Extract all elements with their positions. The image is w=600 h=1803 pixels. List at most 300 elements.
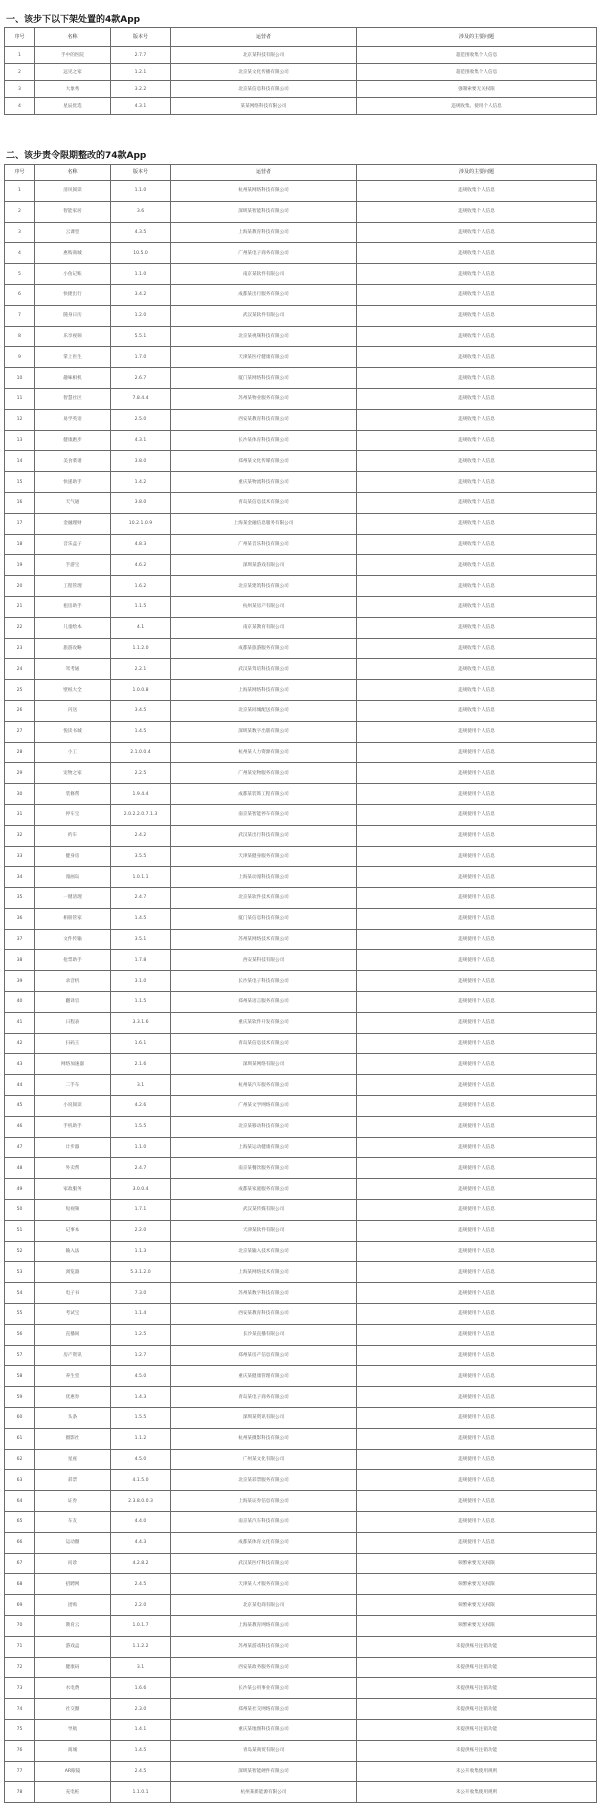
index-cell: 54 (5, 1283, 35, 1304)
operator-cell: 青岛某商贸有限公司 (171, 1740, 357, 1761)
operator-cell: 苏州某数字科技有限公司 (171, 1283, 357, 1304)
version-cell: 1.0.1.1 (111, 867, 171, 888)
index-cell: 9 (5, 347, 35, 368)
name-cell: 导航 (35, 1719, 111, 1740)
table-row (5, 388, 597, 409)
version-cell: 2.4.7 (111, 888, 171, 909)
name-cell: 停车宝 (35, 804, 111, 825)
table-row (5, 908, 597, 929)
name-cell: 惠购商城 (35, 243, 111, 264)
table-row (5, 721, 597, 742)
name-cell: 房产资讯 (35, 1345, 111, 1366)
operator-cell: 上海某运动健康有限公司 (171, 1137, 357, 1158)
operator-cell: 南京某餐饮服务有限公司 (171, 1158, 357, 1179)
issue-cell: 违规使用个人信息 (357, 1449, 597, 1470)
name-cell: 记事本 (35, 1220, 111, 1241)
operator-cell: 成都某体育文化有限公司 (171, 1532, 357, 1553)
index-cell: 59 (5, 1387, 35, 1408)
operator-cell: 北京某输入技术有限公司 (171, 1241, 357, 1262)
issue-cell: 违规收集个人信息 (357, 368, 597, 389)
operator-cell: 天津某人才服务有限公司 (171, 1574, 357, 1595)
table-row (5, 81, 597, 98)
operator-cell: 广州某文学网络有限公司 (171, 1096, 357, 1117)
index-cell: 37 (5, 929, 35, 950)
table-row (5, 1595, 597, 1616)
version-cell: 3.5.5 (111, 846, 171, 867)
table-row (5, 1262, 597, 1283)
table-row (5, 1075, 597, 1096)
name-cell: 彩票 (35, 1470, 111, 1491)
issue-cell: 违规收集个人信息 (357, 451, 597, 472)
version-cell: 1.0.1.7 (111, 1615, 171, 1636)
table-row (5, 1366, 597, 1387)
version-cell: 1.5.5 (111, 1408, 171, 1429)
name-cell: 相册管家 (35, 908, 111, 929)
name-cell: 小工 (35, 742, 111, 763)
issue-cell: 违规使用个人信息 (357, 1220, 597, 1241)
issue-cell: 违规使用个人信息 (357, 763, 597, 784)
index-cell: 39 (5, 971, 35, 992)
issue-cell: 频繁索要无关权限 (357, 1574, 597, 1595)
issue-cell: 违规使用个人信息 (357, 1366, 597, 1387)
version-cell: 3.1 (111, 1075, 171, 1096)
version-cell: 4.4.0 (111, 1512, 171, 1533)
index-cell: 67 (5, 1553, 35, 1574)
issue-cell: 违规使用个人信息 (357, 1512, 597, 1533)
issue-cell: 违规使用个人信息 (357, 1262, 597, 1283)
operator-cell: 深圳某游戏有限公司 (171, 555, 357, 576)
column-header-issue: 涉及的主要问题 (357, 28, 597, 47)
issue-cell: 违规收集个人信息 (357, 181, 597, 202)
issue-cell: 违规使用个人信息 (357, 1116, 597, 1137)
operator-cell: 杭州某汽车服务有限公司 (171, 1075, 357, 1096)
operator-cell: 北京某视频科技有限公司 (171, 326, 357, 347)
version-cell: 3.1 (111, 1657, 171, 1678)
issue-cell: 违规收集个人信息 (357, 264, 597, 285)
name-cell: 宠物之家 (35, 763, 111, 784)
index-cell: 7 (5, 305, 35, 326)
index-cell: 15 (5, 472, 35, 493)
name-cell: 智慧社区 (35, 388, 111, 409)
issue-cell: 未提供账号注销功能 (357, 1678, 597, 1699)
version-cell: 1.1.0 (111, 264, 171, 285)
issue-cell: 违规收集个人信息 (357, 472, 597, 493)
table-row (5, 804, 597, 825)
name-cell: 乐享视频 (35, 326, 111, 347)
index-cell: 13 (5, 430, 35, 451)
operator-cell: 北京某电商有限公司 (171, 1595, 357, 1616)
section2-title: 二、该步责令限期整改的74款App (6, 151, 147, 161)
operator-cell: 成都某出行服务有限公司 (171, 284, 357, 305)
table-row (5, 513, 597, 534)
operator-cell: 西安某科技有限公司 (171, 950, 357, 971)
issue-cell: 违规使用个人信息 (357, 950, 597, 971)
operator-cell: 深圳某智能硬件有限公司 (171, 1761, 357, 1782)
name-cell: 悦读书城 (35, 721, 111, 742)
index-cell: 71 (5, 1636, 35, 1657)
index-cell: 49 (5, 1179, 35, 1200)
version-cell: 1.1.5 (111, 992, 171, 1013)
index-cell: 46 (5, 1116, 35, 1137)
issue-cell: 违规使用个人信息 (357, 825, 597, 846)
issue-cell: 未公开收集使用规则 (357, 1782, 597, 1803)
table-row (5, 430, 597, 451)
operator-cell: 广州某音乐科技有限公司 (171, 534, 357, 555)
name-cell: 装修帮 (35, 784, 111, 805)
name-cell: 星辰优选 (35, 98, 111, 115)
operator-cell: 天津某健身服务有限公司 (171, 846, 357, 867)
issue-cell: 未公开收集使用规则 (357, 1761, 597, 1782)
table-row (5, 472, 597, 493)
issue-cell: 违规使用个人信息 (357, 1033, 597, 1054)
table-row (5, 451, 597, 472)
name-cell: 电子书 (35, 1283, 111, 1304)
name-cell: 问诊 (35, 1553, 111, 1574)
name-cell: 扫码王 (35, 1033, 111, 1054)
operator-cell: 上海某网络技术有限公司 (171, 1262, 357, 1283)
version-cell: 2.6.7 (111, 368, 171, 389)
operator-cell: 上海某证券信息有限公司 (171, 1491, 357, 1512)
version-cell: 5.3.1.2.0 (111, 1262, 171, 1283)
operator-cell: 南京某智能停车有限公司 (171, 804, 357, 825)
version-cell: 1.2.7 (111, 1345, 171, 1366)
table-row (5, 1012, 597, 1033)
column-header-issue: 涉及的主要问题 (357, 165, 597, 181)
table-row (5, 1179, 597, 1200)
version-cell: 1.1.0.1 (111, 1782, 171, 1803)
name-cell: 约车 (35, 825, 111, 846)
index-cell: 38 (5, 950, 35, 971)
issue-cell: 违规收集个人信息 (357, 659, 597, 680)
operator-cell: 北京某建筑科技有限公司 (171, 576, 357, 597)
index-cell: 24 (5, 659, 35, 680)
index-cell: 27 (5, 721, 35, 742)
name-cell: 网络加速器 (35, 1054, 111, 1075)
index-cell: 43 (5, 1054, 35, 1075)
version-cell: 1.9.4.4 (111, 784, 171, 805)
table-row (5, 409, 597, 430)
operator-cell: 郑州某文化传媒有限公司 (171, 451, 357, 472)
name-cell: 云课堂 (35, 222, 111, 243)
issue-cell: 违规使用个人信息 (357, 1096, 597, 1117)
issue-cell: 违规使用个人信息 (357, 908, 597, 929)
name-cell: 金融理财 (35, 513, 111, 534)
index-cell: 66 (5, 1532, 35, 1553)
table-row (5, 763, 597, 784)
name-cell: 手中的医院 (35, 47, 111, 64)
name-cell: 游戏盒 (35, 1636, 111, 1657)
table-row (5, 929, 597, 950)
table-row (5, 1657, 597, 1678)
version-cell: 4.1 (111, 617, 171, 638)
name-cell: 儿童绘本 (35, 617, 111, 638)
version-cell: 1.2.0 (111, 305, 171, 326)
operator-cell: 郑州某房产信息有限公司 (171, 1345, 357, 1366)
index-cell: 30 (5, 784, 35, 805)
table-row (5, 1553, 597, 1574)
index-cell: 20 (5, 576, 35, 597)
version-cell: 3.2.2 (111, 81, 171, 98)
index-cell: 21 (5, 596, 35, 617)
index-cell: 73 (5, 1678, 35, 1699)
operator-cell: 天津某医疗健康有限公司 (171, 347, 357, 368)
operator-cell: 广州某文化有限公司 (171, 1449, 357, 1470)
operator-cell: 南京某教育有限公司 (171, 617, 357, 638)
version-cell: 2.0.2.2.0.7.1.3 (111, 804, 171, 825)
name-cell: 翻译官 (35, 992, 111, 1013)
table-row (5, 1345, 597, 1366)
version-cell: 2.2.5 (111, 763, 171, 784)
version-cell: 3.4.5 (111, 700, 171, 721)
version-cell: 1.1.4 (111, 1304, 171, 1325)
version-cell: 1.4.5 (111, 721, 171, 742)
issue-cell: 违规使用个人信息 (357, 1387, 597, 1408)
operator-cell: 长沙某公用事业有限公司 (171, 1678, 357, 1699)
table-row (5, 700, 597, 721)
version-cell: 2.4.5 (111, 1761, 171, 1782)
table-row (5, 1761, 597, 1782)
table-row (5, 1387, 597, 1408)
index-cell: 23 (5, 638, 35, 659)
version-cell: 2.4.5 (111, 1574, 171, 1595)
index-cell: 6 (5, 284, 35, 305)
table-row (5, 1220, 597, 1241)
table-row (5, 1740, 597, 1761)
index-cell: 14 (5, 451, 35, 472)
operator-cell: 天津某软件有限公司 (171, 1220, 357, 1241)
index-cell: 72 (5, 1657, 35, 1678)
index-cell: 74 (5, 1699, 35, 1720)
version-cell: 2.7.7 (111, 47, 171, 64)
index-cell: 40 (5, 992, 35, 1013)
issue-cell: 违规使用个人信息 (357, 742, 597, 763)
operator-cell: 青岛某信息技术有限公司 (171, 1033, 357, 1054)
issue-cell: 强制索要无关权限 (357, 81, 597, 98)
name-cell: 健康码 (35, 1657, 111, 1678)
name-cell: 手游宝 (35, 555, 111, 576)
name-cell: 水电费 (35, 1678, 111, 1699)
table-row (5, 1200, 597, 1221)
table-row (5, 659, 597, 680)
index-cell: 63 (5, 1470, 35, 1491)
issue-cell: 未提供账号注销功能 (357, 1657, 597, 1678)
name-cell: 音乐盒子 (35, 534, 111, 555)
table-row (5, 1719, 597, 1740)
operator-cell: 苏州某物业服务有限公司 (171, 388, 357, 409)
name-cell: 快递助手 (35, 472, 111, 493)
index-cell: 19 (5, 555, 35, 576)
table-row (5, 1428, 597, 1449)
version-cell: 2.4.7 (111, 1158, 171, 1179)
version-cell: 1.1.0 (111, 1137, 171, 1158)
name-cell: 运动圈 (35, 1532, 111, 1553)
table-row (5, 846, 597, 867)
index-cell: 53 (5, 1262, 35, 1283)
operator-cell: 成都某旅游服务有限公司 (171, 638, 357, 659)
table-row (5, 1449, 597, 1470)
index-cell: 52 (5, 1241, 35, 1262)
index-cell: 75 (5, 1719, 35, 1740)
version-cell: 4.5.0 (111, 1449, 171, 1470)
name-cell: 教育云 (35, 1615, 111, 1636)
version-cell: 2.5.0 (111, 409, 171, 430)
issue-cell: 违规使用个人信息 (357, 1241, 597, 1262)
operator-cell: 南京某汽车科技有限公司 (171, 1512, 357, 1533)
index-cell: 45 (5, 1096, 35, 1117)
issue-cell: 违规收集个人信息 (357, 617, 597, 638)
operator-cell: 北京某同城配送有限公司 (171, 700, 357, 721)
version-cell: 1.2.5 (111, 1324, 171, 1345)
name-cell: 录音机 (35, 971, 111, 992)
table-row (5, 1636, 597, 1657)
name-cell: 快捷出行 (35, 284, 111, 305)
issue-cell: 违规收集个人信息 (357, 430, 597, 451)
version-cell: 3.3.1.6 (111, 1012, 171, 1033)
table-row (5, 1491, 597, 1512)
table-row (5, 1782, 597, 1803)
version-cell: 7.3.0 (111, 1283, 171, 1304)
name-cell: 闪送 (35, 700, 111, 721)
table-row (5, 1574, 597, 1595)
operator-cell: 上海某动漫科技有限公司 (171, 867, 357, 888)
index-cell: 8 (5, 326, 35, 347)
table-row (5, 888, 597, 909)
operator-cell: 青岛某信息技术有限公司 (171, 492, 357, 513)
table-row (5, 1304, 597, 1325)
issue-cell: 违规收集个人信息 (357, 700, 597, 721)
name-cell: 外卖帮 (35, 1158, 111, 1179)
column-header-version: 版本号 (111, 28, 171, 47)
version-cell: 2.2.0 (111, 1595, 171, 1616)
issue-cell: 违规使用个人信息 (357, 1532, 597, 1553)
issue-cell: 违规使用个人信息 (357, 1179, 597, 1200)
version-cell: 1.4.3 (111, 1387, 171, 1408)
issue-cell: 违规收集个人信息 (357, 201, 597, 222)
table-row (5, 305, 597, 326)
name-cell: 家政服务 (35, 1179, 111, 1200)
rectification-apps-table (4, 164, 597, 1803)
table-row (5, 742, 597, 763)
issue-cell: 违规收集个人信息 (357, 680, 597, 701)
issue-cell: 违规使用个人信息 (357, 784, 597, 805)
table-row (5, 1470, 597, 1491)
operator-cell: 北京某科技有限公司 (171, 47, 357, 64)
version-cell: 10.5.0 (111, 243, 171, 264)
index-cell: 1 (5, 47, 35, 64)
index-cell: 78 (5, 1782, 35, 1803)
index-cell: 28 (5, 742, 35, 763)
name-cell: 天气通 (35, 492, 111, 513)
index-cell: 11 (5, 388, 35, 409)
operator-cell: 北京某文化传播有限公司 (171, 64, 357, 81)
version-cell: 4.8.3 (111, 534, 171, 555)
version-cell: 1.6.1 (111, 1033, 171, 1054)
operator-cell: 武汉某驾培科技有限公司 (171, 659, 357, 680)
version-cell: 1.1.2 (111, 1428, 171, 1449)
table-row (5, 1241, 597, 1262)
version-cell: 3.4.2 (111, 284, 171, 305)
version-cell: 1.6.6 (111, 1678, 171, 1699)
index-cell: 57 (5, 1345, 35, 1366)
operator-cell: 长沙某直播有限公司 (171, 1324, 357, 1345)
name-cell: 远见之家 (35, 64, 111, 81)
operator-cell: 重庆某软件开发有限公司 (171, 1012, 357, 1033)
index-cell: 68 (5, 1574, 35, 1595)
name-cell: 随身日历 (35, 305, 111, 326)
operator-cell: 苏州某网络技术有限公司 (171, 929, 357, 950)
index-cell: 22 (5, 617, 35, 638)
version-cell: 3.6 (111, 201, 171, 222)
index-cell: 12 (5, 409, 35, 430)
issue-cell: 违规使用个人信息 (357, 1012, 597, 1033)
index-cell: 18 (5, 534, 35, 555)
name-cell: 文件传输 (35, 929, 111, 950)
version-cell: 1.1.0 (111, 181, 171, 202)
index-cell: 51 (5, 1220, 35, 1241)
operator-cell: 上海某网络科技有限公司 (171, 680, 357, 701)
version-cell: 2.1.0.0.4 (111, 742, 171, 763)
operator-cell: 成都某家庭服务有限公司 (171, 1179, 357, 1200)
table-row (5, 1678, 597, 1699)
name-cell: 清风阅读 (35, 181, 111, 202)
name-cell: 驾考通 (35, 659, 111, 680)
issue-cell: 未提供账号注销功能 (357, 1636, 597, 1657)
name-cell: 养生堂 (35, 1366, 111, 1387)
version-cell: 1.1.2.0 (111, 638, 171, 659)
column-header-operator: 运营者 (171, 165, 357, 181)
issue-cell: 违规使用个人信息 (357, 1054, 597, 1075)
name-cell: 社交圈 (35, 1699, 111, 1720)
issue-cell: 频繁索要无关权限 (357, 1615, 597, 1636)
operator-cell: 某某网络科技有限公司 (171, 98, 357, 115)
issue-cell: 违规使用个人信息 (357, 1158, 597, 1179)
version-cell: 4.5.0 (111, 1366, 171, 1387)
table-header-row (5, 165, 597, 181)
table-row (5, 555, 597, 576)
operator-cell: 长沙某体育科技有限公司 (171, 430, 357, 451)
table-row (5, 1532, 597, 1553)
version-cell: 1.4.5 (111, 908, 171, 929)
index-cell: 33 (5, 846, 35, 867)
issue-cell: 违规收集个人信息 (357, 534, 597, 555)
version-cell: 1.6.2 (111, 576, 171, 597)
version-cell: 4.2.6 (111, 1096, 171, 1117)
operator-cell: 北京某信息科技有限公司 (171, 81, 357, 98)
issue-cell: 违规收集个人信息 (357, 305, 597, 326)
version-cell: 2.4.2 (111, 825, 171, 846)
table-row (5, 1116, 597, 1137)
index-cell: 58 (5, 1366, 35, 1387)
name-cell: 商城 (35, 1740, 111, 1761)
operator-cell: 上海某教育科技有限公司 (171, 222, 357, 243)
issue-cell: 违规使用个人信息 (357, 971, 597, 992)
version-cell: 4.6.2 (111, 555, 171, 576)
name-cell: 漫画岛 (35, 867, 111, 888)
table-row (5, 1324, 597, 1345)
table-row (5, 1137, 597, 1158)
operator-cell: 西安某教育科技有限公司 (171, 1304, 357, 1325)
operator-cell: 北京某软件技术有限公司 (171, 888, 357, 909)
index-cell: 34 (5, 867, 35, 888)
index-cell: 31 (5, 804, 35, 825)
name-cell: 日程表 (35, 1012, 111, 1033)
issue-cell: 违规收集、使用个人信息 (357, 98, 597, 115)
column-header-name: 名称 (35, 28, 111, 47)
issue-cell: 违规收集个人信息 (357, 638, 597, 659)
version-cell: 4.3.1 (111, 98, 171, 115)
table-row (5, 784, 597, 805)
index-cell: 29 (5, 763, 35, 784)
